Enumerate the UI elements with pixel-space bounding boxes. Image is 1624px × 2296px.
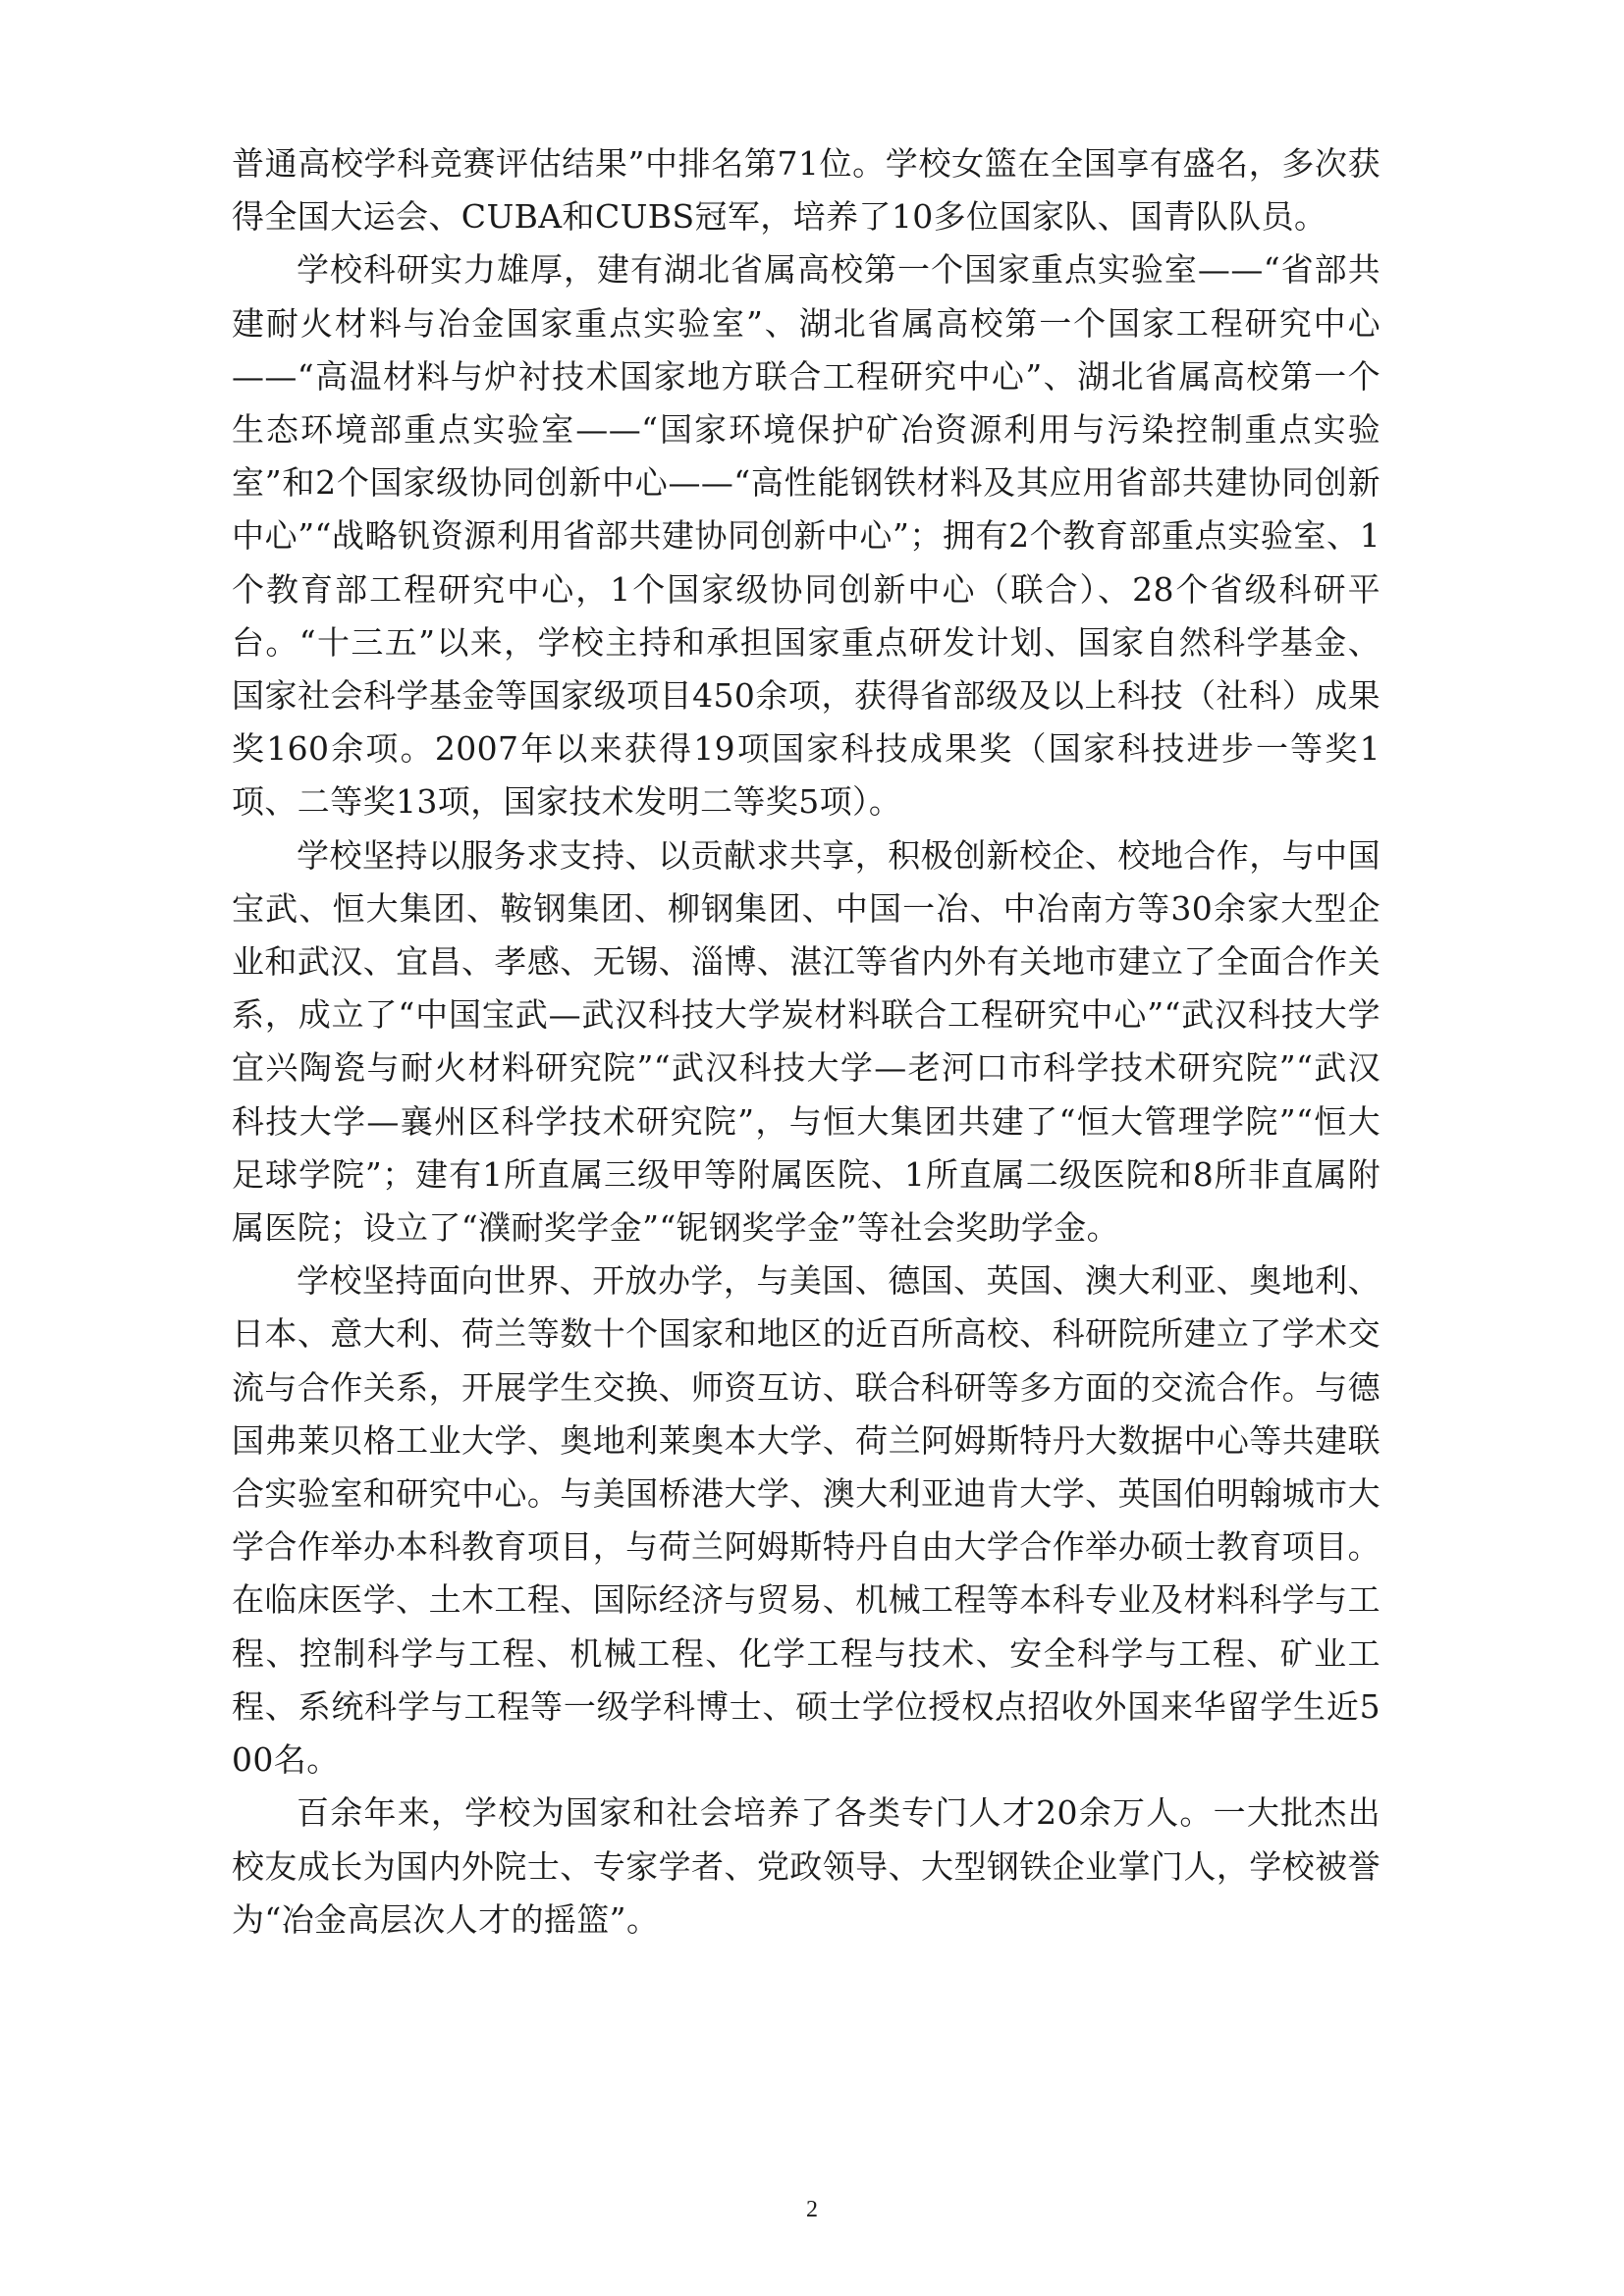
paragraph-alumni: 百余年来，学校为国家和社会培养了各类专门人才20余万人。一大批杰出校友成长为国内外院士、专家学者、党政领导、大型钢铁企业掌门人，学校被誉为“冶金高层次人才的摇篮”。 — [232, 1793, 1380, 1939]
paragraph-competition-sports: 普通高校学科竞赛评估结果”中排名第71位。学校女篮在全国享有盛名，多次获得全国大运会、CUBA和CUBS冠军，培养了10多位国家队、国青队队员。 — [232, 144, 1380, 237]
page-number: 2 — [806, 2197, 818, 2222]
paragraph-cooperation: 学校坚持以服务求支持、以贡献求共享，积极创新校企、校地合作，与中国宝武、恒大集团、鞍钢集团、柳钢集团、中国一冶、中冶南方等30余家大型企业和武汉、宜昌、孝感、无锡、淄博、湛江等省内外有关地市建立了全面合作关系，成立了“中国宝武—武汉科技大学炭材料联合工程研究中心”“武汉科技大学宜兴陶瓷与耐火材料研究院”“武汉科技大学—老河口市科学技术研究院”“武汉科技大学—襄州区科学技术研究院”，与恒大集团共建了“恒大管理学院”“恒大足球学院”；建有1所直属三级甲等附属医院、1所直属二级医院和8所非直属附属医院；设立了“濮耐奖学金”“铌钢奖学金”等社会奖助学金。 — [232, 835, 1380, 1248]
document-page — [232, 137, 1380, 1947]
paragraph-international: 学校坚持面向世界、开放办学，与美国、德国、英国、澳大利亚、奥地利、日本、意大利、荷兰等数十个国家和地区的近百所高校、科研院所建立了学术交流与合作关系，开展学生交换、师资互访、联合科研等多方面的交流合作。与德国弗莱贝格工业大学、奥地利莱奥本大学、荷兰阿姆斯特丹大数据中心等共建联合实验室和研究中心。与美国桥港大学、澳大利亚迪肯大学、英国伯明翰城市大学合作举办本科教育项目，与荷兰阿姆斯特丹自由大学合作举办硕士教育项目。在临床医学、土木工程、国际经济与贸易、机械工程等本科专业及材料科学与工程、控制科学与工程、机械工程、化学工程与技术、安全科学与工程、矿业工程、系统科学与工程等一级学科博士、硕士学位授权点招收外国来华留学生近500名。 — [232, 1261, 1380, 1780]
paragraph-research: 学校科研实力雄厚，建有湖北省属高校第一个国家重点实验室——“省部共建耐火材料与冶金国家重点实验室”、湖北省属高校第一个国家工程研究中心——“高温材料与炉衬技术国家地方联合工程研究中心”、湖北省属高校第一个生态环境部重点实验室——“国家环境保护矿冶资源利用与污染控制重点实验室”和2个国家级协同创新中心——“高性能钢铁材料及其应用省部共建协同创新中心”“战略钒资源利用省部共建协同创新中心”；拥有2个教育部重点实验室、1个教育部工程研究中心，1个国家级协同创新中心（联合）、28个省级科研平台。“十三五”以来，学校主持和承担国家重点研发计划、国家自然科学基金、国家社会科学基金等国家级项目450余项，获得省部级及以上科技（社科）成果奖160余项。2007年以来获得19项国家科技成果奖（国家科技进步一等奖1项、二等奖13项，国家技术发明二等奖5项）。 — [232, 250, 1380, 822]
